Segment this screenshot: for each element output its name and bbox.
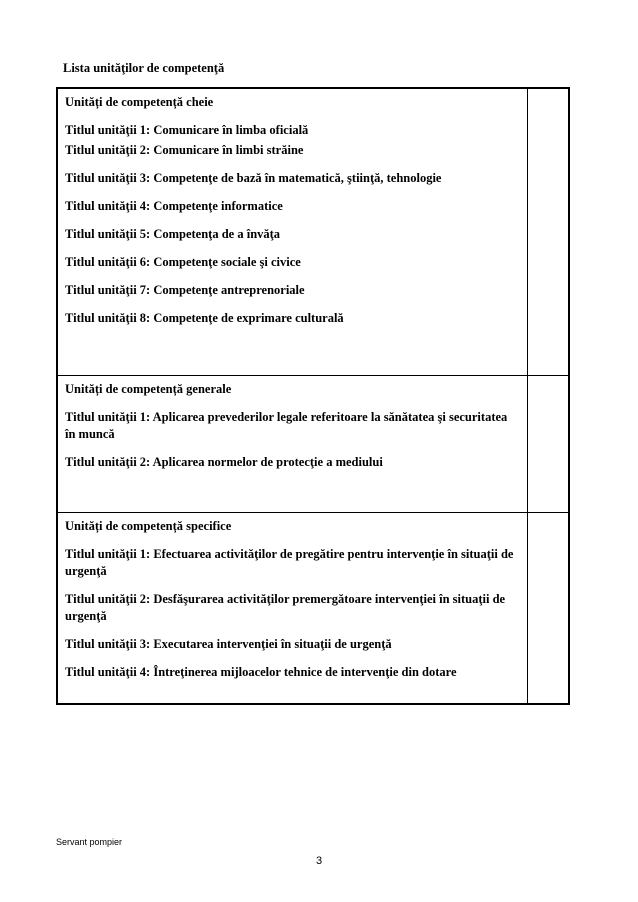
page-number: 3 (315, 855, 323, 867)
section-body-general (65, 381, 519, 506)
section-cell-general (57, 376, 528, 513)
footer-label: Servant pompier (56, 837, 123, 847)
check-cell-key (528, 88, 570, 376)
competency-units-table (56, 87, 570, 705)
section-heading-key: Unități de competență cheie (65, 95, 214, 109)
unit-title: Titlul unităţii 6: Competenţe sociale şi civice (65, 255, 301, 269)
unit-title: Titlul unităţii 3: Executarea intervenţiei în situaţii de urgenţă (65, 637, 392, 651)
check-cell-specific (528, 513, 570, 705)
unit-title: Titlul unităţii 1: Comunicare în limba oficială (65, 123, 309, 137)
section-cell-key (57, 88, 528, 376)
unit-title: Titlul unităţii 5: Competenţa de a învăţa (65, 227, 281, 241)
section-heading-general: Unități de competență generale (65, 382, 232, 396)
unit-title: Titlul unităţii 7: Competenţe antreprenoriale (65, 283, 305, 297)
section-body-specific (65, 518, 519, 697)
unit-title: Titlul unităţii 2: Desfăşurarea activităţilor premergătoare intervenţiei în situaţii de urgenţă (65, 592, 506, 623)
unit-title: Titlul unităţii 8: Competenţe de exprimare culturală (65, 311, 344, 325)
unit-title: Titlul unităţii 1: Efectuarea activităţilor de pregătire pentru intervenţie în situaţii de urgenţă (65, 547, 514, 578)
section-row-general (57, 376, 569, 513)
section-heading-specific: Unități de competență specifice (65, 519, 232, 533)
unit-title: Titlul unităţii 2: Aplicarea normelor de protecţie a mediului (65, 455, 383, 469)
check-cell-general (528, 376, 570, 513)
section-row-key (57, 88, 569, 376)
section-body-key (65, 94, 519, 369)
section-row-specific (57, 513, 569, 705)
document-title: Lista unităţilor de competenţă (63, 61, 225, 75)
unit-title: Titlul unităţii 4: Competenţe informatice (65, 199, 283, 213)
section-cell-specific (57, 513, 528, 705)
unit-title: Titlul unităţii 3: Competenţe de bază în matematică, ştiinţă, tehnologie (65, 171, 442, 185)
unit-title: Titlul unităţii 1: Aplicarea prevederilor legale referitoare la sănătatea şi securitatea în muncă (65, 410, 508, 441)
unit-title: Titlul unităţii 2: Comunicare în limbi străine (65, 143, 304, 157)
unit-title: Titlul unităţii 4: Întreţinerea mijloacelor tehnice de intervenţie din dotare (65, 665, 457, 679)
